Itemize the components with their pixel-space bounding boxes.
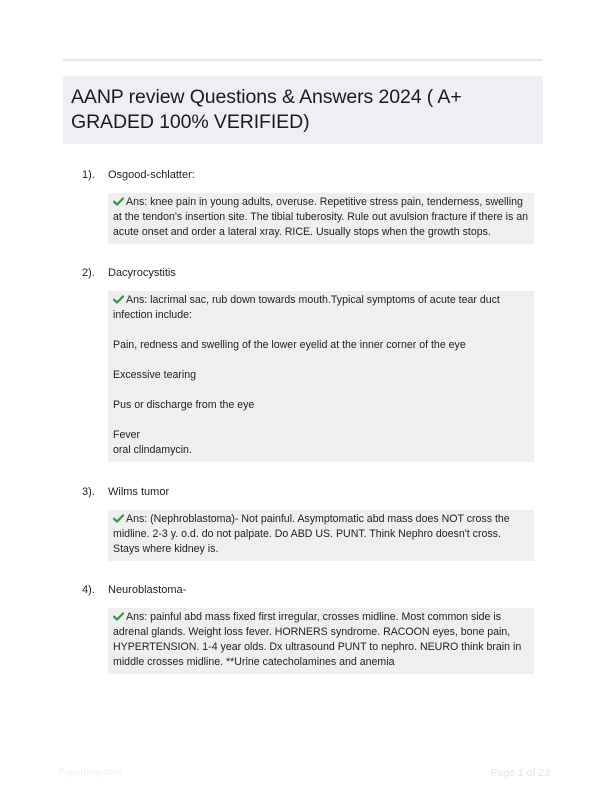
document-title: AANP review Questions & Answers 2024 ( A+ GRADED 100% VERIFIED) (71, 86, 462, 133)
question-number: 2). (82, 267, 95, 279)
answer-text: Ans: painful abd mass fixed first irregular, crosses midline. Most common side is adrenal glands. Weight loss fever. HORNERS syndrome. RACOON eyes, bone pain, HYPERTENSION. 1-4 year olds. Dx ultrasound PUNT to nephro. NEURO think brain in middle crosses midline. **Urine catecholamines and anemia (113, 611, 522, 668)
footer-watermark: Paperhelp.com (58, 767, 122, 778)
question-text: Neuroblastoma- (108, 584, 187, 596)
answer-line: Excessive tearing (113, 369, 197, 381)
check-icon (113, 514, 124, 523)
answer-line: Pus or discharge from the eye (113, 399, 255, 411)
answer-box-2 (108, 291, 534, 462)
question-number: 3). (82, 486, 95, 498)
answer-box-3 (108, 510, 534, 561)
answer-line: Pain, redness and swelling of the lower eyelid at the inner corner of the eye (113, 339, 466, 351)
question-number: 1). (82, 169, 95, 181)
question-text: Wilms tumor (108, 486, 170, 498)
check-icon (113, 197, 124, 206)
answer-text: Ans: lacrimal sac, rub down towards mouth.Typical symptoms of acute tear duct infection include: (113, 294, 500, 321)
answer-box-1 (108, 193, 534, 244)
answer-line: oral clindamycin. (113, 444, 192, 456)
question-text: Osgood-schlatter: (108, 169, 195, 181)
answer-text: Ans: knee pain in young adults, overuse. Repetitive stress pain, tenderness, swelling at the tendon's insertion site. The tibial tuberosity. Rule out avulsion fracture if there is an acute onset and order a lateral xray. RICE. Usually stops when the growth stops. (113, 196, 529, 238)
answer-text: Ans: (Nephroblastoma)- Not painful. Asymptomatic abd mass does NOT cross the midline. 2-3 y. o.d. do not palpate. Do ABD US. PUNT. Think Nephro doesn't cross. Stays where kidney is. (113, 513, 510, 555)
check-icon (113, 612, 124, 621)
question-text: Dacyrocystitis (108, 267, 176, 279)
top-divider (63, 59, 543, 61)
title-banner (63, 76, 543, 144)
answer-line: Fever (113, 429, 141, 441)
answer-box-4 (108, 608, 534, 674)
question-number: 4). (82, 584, 95, 596)
check-icon (113, 295, 124, 304)
page-indicator: Page 1 of 23 (490, 767, 550, 779)
